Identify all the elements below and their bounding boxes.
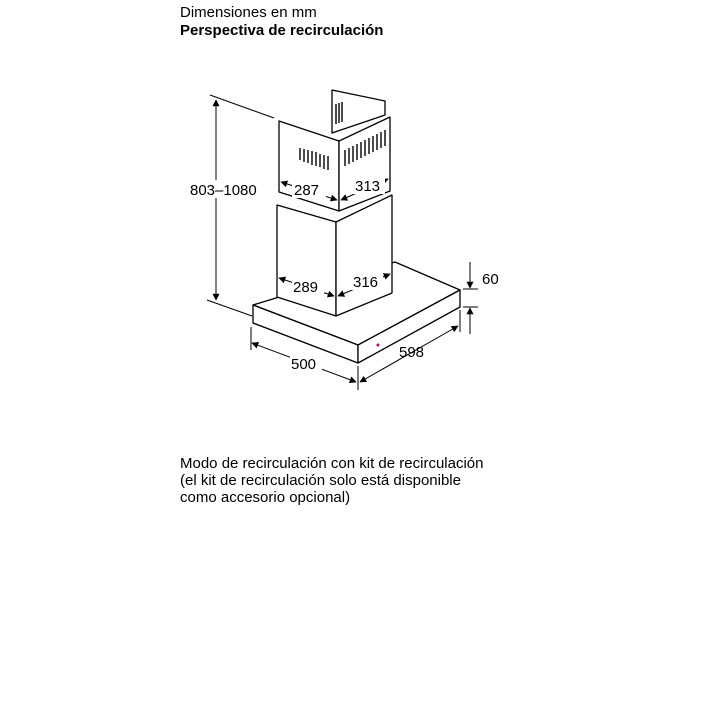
canopy-width-label: 598 (399, 344, 425, 361)
note-line-3: como accesorio opcional) (180, 489, 351, 506)
lower-right-width-label: 316 (353, 274, 379, 291)
height-ext-top (210, 95, 274, 118)
note-line-2: (el kit de recirculación solo está disponible (180, 472, 461, 489)
page-subtitle: Perspectiva de recirculación (180, 22, 384, 39)
indicator-light (377, 344, 380, 347)
upper-chimney-right-face (339, 117, 390, 211)
recirculation-note (180, 455, 483, 506)
page-title: Dimensiones en mm (180, 4, 317, 21)
lower-chimney (277, 195, 392, 316)
total-height-label: 803–1080 (190, 182, 257, 199)
height-ext-bottom (207, 300, 252, 316)
canopy-depth-label: 500 (291, 356, 317, 373)
upper-left-width-label: 287 (294, 182, 320, 199)
lower-chimney-left-face (277, 205, 336, 316)
lower-left-width-label: 289 (293, 279, 319, 296)
canopy-height-label: 60 (482, 271, 499, 288)
note-line-1: Modo de recirculación con kit de recirculación (180, 455, 484, 472)
upper-right-width-label: 313 (355, 178, 381, 195)
